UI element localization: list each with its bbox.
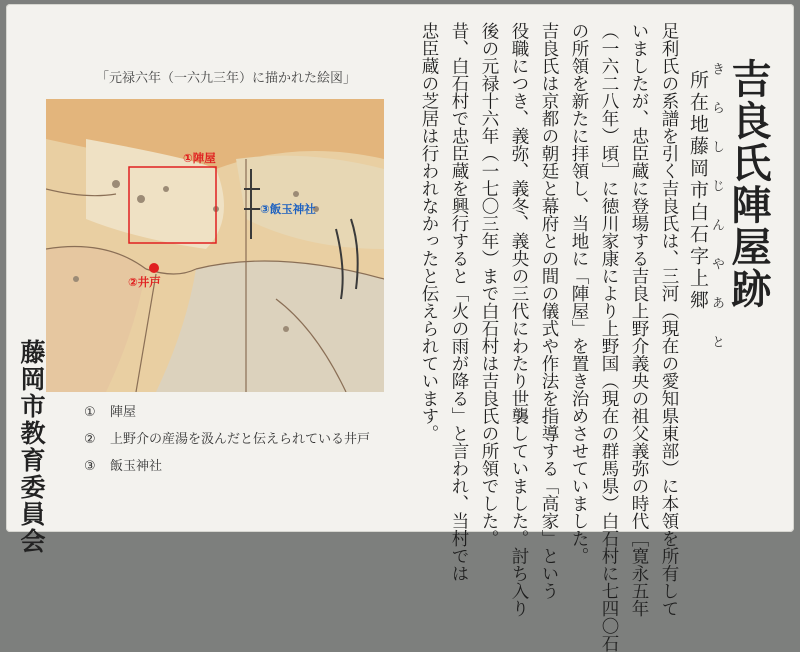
legend-text: 上野介の産湯を汲んだと伝えられている井戸 [110, 432, 371, 447]
text-line: 吉良氏は京都の朝廷と幕府との間の儀式や作法を指導する「高家」という [539, 22, 559, 600]
legend-item [84, 401, 136, 420]
legend-number: ① [84, 405, 96, 420]
legend-item [84, 455, 162, 474]
description-text [399, 22, 684, 652]
map-label-shrine: ③飯玉神社 [260, 202, 316, 216]
location-value: 藤岡市白石字上郷 [687, 136, 709, 312]
location-label: 所在地 [687, 70, 709, 136]
text-line: 足利氏の系譜を引く吉良氏は、三河（現在の愛知県東部）に本領を所有して [659, 22, 679, 617]
sign-title: 吉良氏陣屋跡 [725, 58, 771, 310]
well-marker [149, 263, 159, 273]
text-line: 後の元禄十六年（一七〇三年）まで白石村は吉良氏の所領でした。 [479, 22, 499, 547]
text-line: 役職につき、義弥、義冬、義央の三代にわたり世襲していました。討ち入り [509, 22, 529, 617]
legend-number: ③ [84, 459, 96, 474]
legend-text: 飯玉神社 [110, 459, 163, 474]
legend-text: 陣屋 [110, 405, 137, 420]
map-label-well: ②井戸 [128, 275, 161, 289]
historical-map [46, 99, 384, 392]
organization-name: 藤岡市教育委員会 [17, 339, 46, 555]
legend-number: ② [84, 432, 96, 447]
map-label-jinya: ①陣屋 [183, 151, 216, 165]
text-line: いましたが、忠臣蔵に登場する吉良上野介義央の祖父義弥の時代［寛永五年 [629, 22, 649, 617]
title-ruby: きらしじんやあと [709, 62, 724, 374]
text-line: 忠臣蔵の芝居は行われなかったと伝えられています。 [419, 22, 439, 442]
sign-board [6, 4, 794, 652]
map-illustration [46, 99, 384, 392]
text-line: の所領を新たに拝領し、当地に「陣屋」を置き治めさせていました。 [569, 22, 589, 565]
legend-item [84, 428, 370, 447]
map-caption: 「元禄六年（一六九三年）に描かれた絵図」 [96, 71, 357, 86]
text-line: （一六二八年）頃］に徳川家康により上野国（現在の群馬県）白石村に七四〇石 [599, 22, 619, 652]
text-line: 昔、白石村で忠臣蔵を興行すると「火の雨が降る」と言われ、当村では [449, 22, 469, 582]
